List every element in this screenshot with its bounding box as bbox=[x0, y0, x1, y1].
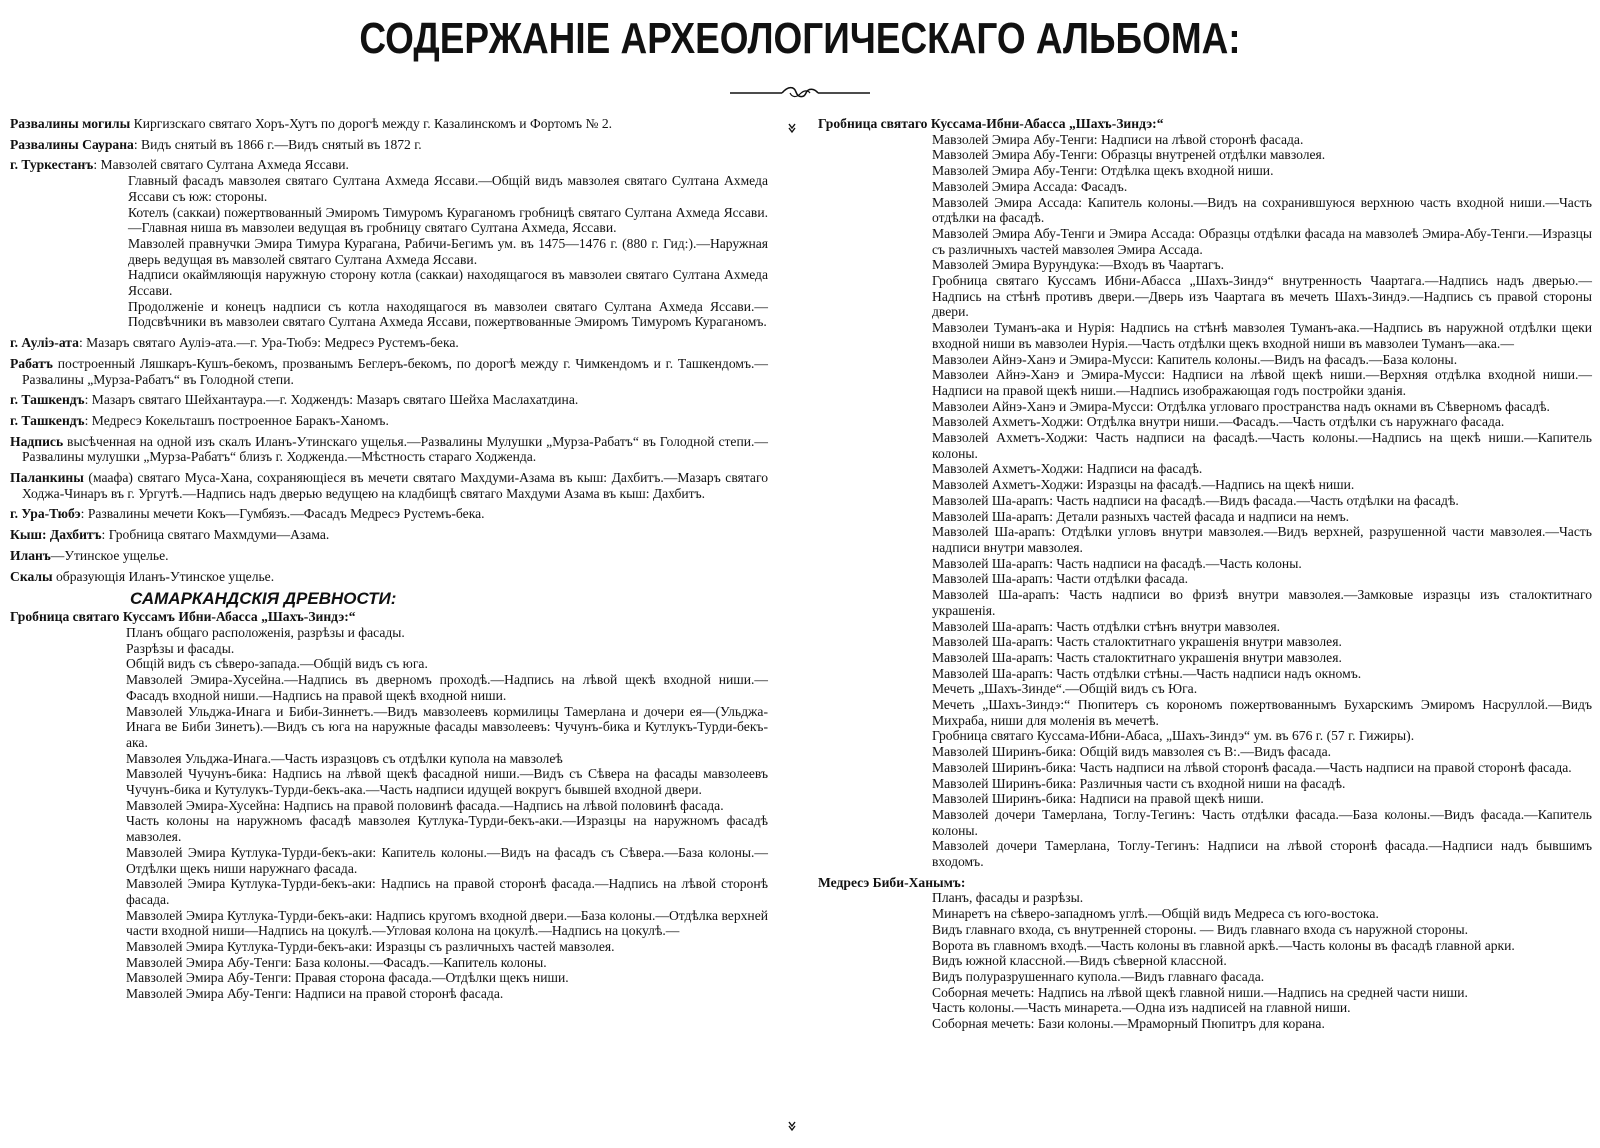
index-entry-heading bbox=[10, 506, 768, 522]
entry-text: Мавзолей Ша-арапъ: Часть сталоктитнаго украшенія внутри мавзолея. bbox=[932, 649, 1342, 665]
entry-text: Мавзолей Ульджа-Инага и Биби-Зиннетъ.—Видъ мавзолеевъ кормилицы Тамерлана и дочери ея—(Ульджа-Инага ве Биби Зинетъ).—Видъ съ юга на наружные фасады мавзолеевъ: Чучунъ-бика и Кутлукъ-Турди-бекъ-ака. bbox=[126, 703, 768, 750]
index-entry-heading bbox=[818, 116, 1592, 132]
entry-lead-term: Развалины Саурана bbox=[10, 136, 134, 152]
entry-text: высѣченная на одной изъ скалъ Иланъ-Утинскаго ущелья.—Развалины Мулушки „Мурза-Рабатъ“ въ Голодной степи.—Развалины мулушки „Мурза-Рабатъ“ близъ г. Ходженда.—Мѣстность стараго Ходженда. bbox=[22, 433, 768, 465]
index-entry bbox=[818, 320, 1592, 351]
entry-text: Мавзолей Ширинъ-бика: Общій видъ мавзолея съ В:.—Видъ фасада. bbox=[932, 744, 1332, 760]
index-entry bbox=[818, 666, 1592, 682]
entry-text: Мавзолеи Айнэ-Ханэ и Эмира-Мусси: Надписи на лѣвой щекѣ ниши.—Верхняя отдѣлка входной ниши.—Надписи на правой щекѣ ниши.—Надпись изображающая годъ постройки зданія. bbox=[932, 367, 1592, 398]
index-entry bbox=[10, 939, 768, 955]
entry-text: Мавзолеи Айнэ-Ханэ и Эмира-Мусси: Капитель колоны.—Видъ на фасадъ.—База колоны. bbox=[932, 351, 1458, 367]
index-entry bbox=[818, 728, 1592, 744]
index-entry bbox=[818, 414, 1592, 430]
entry-text: Мавзолей Эмира-Хусейна: Надпись на правой половинѣ фасада.—Надпись на лѣвой половинѣ фасада. bbox=[126, 797, 724, 813]
index-entry bbox=[818, 985, 1592, 1001]
index-entry bbox=[818, 807, 1592, 838]
entry-text: Мавзолей Ширинъ-бика: Различныя части съ входной ниши на фасадѣ. bbox=[932, 775, 1346, 791]
index-entry bbox=[818, 147, 1592, 163]
index-entry bbox=[818, 163, 1592, 179]
index-entry bbox=[818, 681, 1592, 697]
index-entry bbox=[818, 697, 1592, 728]
index-entry bbox=[818, 938, 1592, 954]
entry-text: Мавзолей Ша-арапъ: Часть надписи во фризѣ внутри мавзолея.—Замковые изразцы изъ сталоктитнаго украшенія. bbox=[932, 587, 1592, 618]
index-entry-heading bbox=[10, 413, 768, 429]
index-entry-heading bbox=[10, 527, 768, 543]
index-entry bbox=[818, 838, 1592, 869]
index-entry bbox=[818, 634, 1592, 650]
index-entry-heading bbox=[10, 434, 768, 465]
entry-text: Разрѣзы и фасады. bbox=[126, 640, 235, 656]
entry-text: : Мавзолей святаго Султана Ахмеда Яссави. bbox=[93, 157, 349, 173]
entry-text: Киргизскаго святаго Хоръ-Хутъ по дорогѣ между г. Казалинскомъ и Фортомъ № 2. bbox=[130, 116, 613, 131]
entry-text: : Медресэ Кокельташъ построенное Баракъ-Ханомъ. bbox=[84, 412, 389, 428]
entry-text: : Развалины мечети Кокъ—Гумбязъ.—Фасадъ Медресэ Рустемъ-бека. bbox=[80, 506, 485, 522]
entry-text: Мавзолея Ульджа-Инага.—Часть изразцовъ съ отдѣлки купола на мавзолеѣ bbox=[126, 750, 563, 766]
entry-text: Минаретъ на сѣверо-западномъ углѣ.—Общій видъ Медреса съ юго-востока. bbox=[932, 906, 1379, 922]
entry-text: Мавзолей дочери Тамерлана, Тоглу-Тегинъ: Часть отдѣлки фасада.—База колоны.—Видъ фасада.—Капитель колоны. bbox=[932, 806, 1592, 838]
index-entry bbox=[818, 477, 1592, 493]
index-entry bbox=[818, 556, 1592, 572]
entry-text: Планъ, фасады и разрѣзы. bbox=[932, 890, 1084, 906]
index-entry bbox=[818, 493, 1592, 509]
entry-lead-term: Рабатъ bbox=[10, 355, 53, 371]
index-entry bbox=[818, 953, 1592, 969]
index-entry bbox=[818, 1000, 1592, 1016]
entry-text: построенный Ляшкаръ-Кушъ-бекомъ, прозванымъ Беглеръ-бекомъ, по дорогѣ между г. Чимкендомъ и г. Ташкендомъ.—Развалины „Мурза-Рабатъ“ въ Голодной степи. bbox=[22, 355, 768, 387]
index-entry-heading bbox=[10, 116, 768, 132]
left-column bbox=[10, 116, 768, 1002]
entry-text: Мавзолей Ша-арапъ: Часть отдѣлки стѣны.—Часть надписи надъ окномъ. bbox=[932, 665, 1362, 681]
entry-lead-term: Гробница святаго Куссама-Ибни-Абасса „Шахъ-Зиндэ:“ bbox=[818, 116, 1164, 131]
index-entry bbox=[10, 236, 768, 267]
entry-text: Ворота въ главномъ входѣ.—Часть колоны въ главной аркѣ.—Часть колоны въ фасадѣ главной арки. bbox=[932, 937, 1515, 953]
entry-text: : Мазаръ святаго Ауліэ-ата.—г. Ура-Тюбэ: Медресэ Рустемъ-бека. bbox=[78, 335, 459, 351]
index-entry-heading bbox=[10, 392, 768, 408]
index-entry-heading bbox=[10, 137, 768, 153]
entry-text: Мавзолей Ахметъ-Ходжи: Часть надписи на фасадѣ.—Часть колоны.—Надпись на щекѣ ниши.—Капитель колоны. bbox=[932, 430, 1592, 461]
index-entry bbox=[818, 571, 1592, 587]
entry-text: Мавзолей Ахметъ-Ходжи: Изразцы на фасадѣ.—Надпись на щекѣ ниши. bbox=[932, 477, 1355, 493]
entry-text: —Утинское ущелье. bbox=[50, 547, 169, 563]
index-entry-heading bbox=[818, 875, 1592, 891]
entry-lead-term: Надпись bbox=[10, 433, 64, 449]
entry-text: Мавзолеи Туманъ-ака и Нурія: Надпись на стѣнѣ мавзолея Туманъ-ака.—Надпись въ наружной отдѣлки щеки входной ниши въ мавзолеи Нурія.—Часть отдѣлки щекъ входной ниши въ мавзолеи Туманъ—ака.— bbox=[932, 320, 1592, 351]
index-entry bbox=[818, 273, 1592, 320]
entry-text: Видъ полуразрушеннаго купола.—Видъ главнаго фасада. bbox=[932, 968, 1265, 984]
index-entry bbox=[818, 650, 1592, 666]
right-column bbox=[818, 116, 1592, 1032]
entry-text: Мавзолей Ша-арапъ: Отдѣлки угловъ внутри мавзолея.—Видъ верхней, разрушенной части мавзолея.—Часть надписи внутри мавзолея. bbox=[932, 524, 1592, 555]
entry-text: Мавзолей Эмира Кутлука-Турди-бекъ-аки: Капитель колоны.—Видъ на фасадъ съ Сѣвера.—База колоны.—Отдѣлки щекъ ниши наружнаго фасада. bbox=[126, 844, 768, 876]
entry-text: Гробница святаго Куссама-Ибни-Абаса, „Шахъ-Зиндэ“ ум. въ 676 г. (57 г. Гижиры). bbox=[932, 728, 1415, 744]
entry-text: Мавзолей Эмира Кутлука-Турди-бекъ-аки: Надпись кругомъ входной двери.—База колоны.—Отдѣлка верхней части входной ниши—Надпись на цокулѣ.—Угловая колона на цокулѣ.—Надпись на цокулѣ.— bbox=[126, 907, 768, 939]
index-entry bbox=[10, 299, 768, 330]
entry-text: Мавзолеи Айнэ-Ханэ и Эмира-Мусси: Отдѣлка угловаго пространства надъ окнами въ Сѣверномъ фасадѣ. bbox=[932, 398, 1550, 414]
entry-text: Мавзолей Эмира Кутлука-Турди-бекъ-аки: Изразцы съ различныхъ частей мавзолея. bbox=[126, 939, 615, 955]
index-entry bbox=[10, 267, 768, 298]
entry-text: : Мазаръ святаго Шейхантаура.—г. Ходжендъ: Мазаръ святаго Шейха Маслахатдина. bbox=[84, 392, 579, 408]
index-entry bbox=[818, 399, 1592, 415]
entry-text: Мавзолей Ша-арапъ: Часть сталоктитнаго украшенія внутри мавзолея. bbox=[932, 634, 1342, 650]
page-title: СОДЕРЖАНІЕ АРХЕОЛОГИЧЕСКАГО АЛЬБОМА: bbox=[359, 14, 1241, 63]
index-entry bbox=[818, 1016, 1592, 1032]
index-entry-heading bbox=[10, 335, 768, 351]
entry-text: Мавзолей Ша-арапъ: Часть надписи на фасадѣ.—Часть колоны. bbox=[932, 555, 1302, 571]
entry-text: Мавзолей Ширинъ-бика: Надписи на правой щекѣ ниши. bbox=[932, 791, 1264, 807]
entry-lead-term: Медресэ Биби-Ханымъ: bbox=[818, 874, 966, 890]
entry-text: Мавзолей Эмира Абу-Тенги: Образцы внутреней отдѣлки мавзолея. bbox=[932, 147, 1326, 163]
index-entry bbox=[10, 766, 768, 797]
index-entry bbox=[818, 791, 1592, 807]
index-entry bbox=[818, 179, 1592, 195]
entry-text: Мавзолей правнучки Эмира Тимура Курагана, Рабичи-Бегимъ ум. въ 1475—1476 г. (880 г. Гид:).—Наружная дверь ведущая въ мавзолей святаго Султана Ахмеда Яссави. bbox=[128, 235, 768, 267]
entry-text: Мавзолей Ша-арапъ: Часть надписи на фасадѣ.—Видъ фасада.—Часть отдѣлки на фасадѣ. bbox=[932, 492, 1459, 508]
entry-text: Видъ главнаго входа, съ внутренней стороны. — Видъ главнаго входа съ наружной стороны. bbox=[932, 921, 1469, 937]
index-entry bbox=[818, 619, 1592, 635]
index-entry bbox=[818, 132, 1592, 148]
entry-text: Мавзолей Эмира Кутлука-Турди-бекъ-аки: Надпись на правой сторонѣ фасада.—Надпись на лѣвой сторонѣ фасада. bbox=[126, 876, 768, 907]
index-entry bbox=[10, 955, 768, 971]
entry-text: Соборная мечеть: Надпись на лѣвой щекѣ главной ниши.—Надпись на средней части ниши. bbox=[932, 984, 1468, 1000]
entry-lead-term: г. Ура-Тюбэ bbox=[10, 506, 81, 522]
entry-text: образующія Иланъ-Утинское ущелье. bbox=[52, 568, 275, 584]
entry-lead-term: Кыш: Дахбитъ bbox=[10, 527, 102, 543]
entry-text: Надписи окаймляющія наружную сторону котла (саккаи) находящагося въ мавзолеи святаго Султана Ахмеда Яссави. bbox=[128, 267, 768, 299]
index-entry bbox=[10, 751, 768, 767]
entry-text: Мавзолей Эмира Абу-Тенги: Отдѣлка щекъ входной ниши. bbox=[932, 163, 1274, 179]
entry-text: Мавзолей Ахметъ-Ходжи: Надписи на фасадѣ. bbox=[932, 461, 1203, 477]
column-divider bbox=[788, 122, 796, 1132]
entry-lead-term: г. Ауліэ-ата bbox=[10, 335, 79, 351]
index-entry bbox=[818, 352, 1592, 368]
section-heading: САМАРКАНДСКІЯ ДРЕВНОСТИ: bbox=[130, 589, 397, 609]
index-entry bbox=[10, 908, 768, 939]
index-entry bbox=[10, 704, 768, 751]
entry-text: Видъ южной классной.—Видъ сѣверной классной. bbox=[932, 953, 1227, 969]
entry-text: Часть колоны на наружномъ фасадѣ мавзолея Кутлука-Турди-бекъ-аки.—Изразцы на наружномъ фасадѣ мавзолея. bbox=[126, 813, 768, 845]
index-entry bbox=[10, 205, 768, 236]
index-entry bbox=[10, 813, 768, 844]
entry-text: Мавзолей Ша-арапъ: Часть отдѣлки стѣнъ внутри мавзолея. bbox=[932, 618, 1281, 634]
index-entry bbox=[818, 587, 1592, 618]
index-entry bbox=[818, 461, 1592, 477]
index-entry bbox=[10, 970, 768, 986]
index-entry bbox=[10, 656, 768, 672]
index-entry bbox=[10, 672, 768, 703]
index-entry bbox=[818, 257, 1592, 273]
index-entry-heading bbox=[10, 569, 768, 585]
entry-text: Часть колоны.—Часть минарета.—Одна изъ надписей на главной ниши. bbox=[932, 1000, 1351, 1016]
index-entry bbox=[818, 744, 1592, 760]
entry-text: Мавзолей Эмира Абу-Тенги и Эмира Ассада: Образцы отдѣлки фасада на мавзолеѣ Эмира-Абу-Тенги.—Изразцы съ различныхъ частей мавзолея Эмира Ассада. bbox=[932, 225, 1592, 257]
index-entry bbox=[818, 922, 1592, 938]
index-entry bbox=[818, 430, 1592, 461]
entry-text: Продолженіе и конецъ надписи съ котла находящагося въ мавзолеи святаго Султана Ахмеда Яссави.—Подсвѣчники въ мавзолеи святаго Султана Ахмеда Яссави, пожертвованные Эмиромъ Тимуромъ Кураганомъ. bbox=[128, 298, 768, 330]
entry-text: Мавзолей Эмира Абу-Тенги: Правая сторона фасада.—Отдѣлки щекъ ниши. bbox=[126, 970, 569, 986]
index-entry bbox=[818, 524, 1592, 555]
index-entry bbox=[818, 760, 1592, 776]
entry-text: Мавзолей Ширинъ-бика: Часть надписи на лѣвой сторонѣ фасада.—Часть надписи на правой сторонѣ фасада. bbox=[932, 759, 1572, 775]
entry-text: Мавзолей дочери Тамерлана, Тоглу-Тегинъ: Надписи на лѣвой сторонѣ фасада.—Надписи надъ бывшимъ входомъ. bbox=[932, 838, 1592, 870]
index-entry bbox=[10, 625, 768, 641]
entry-lead-term: г. Ташкендъ bbox=[10, 412, 85, 428]
entry-text: Мавзолей Эмира Ассада: Фасадъ. bbox=[932, 178, 1128, 194]
entry-text: Мечеть „Шахъ-Зинде“.—Общій видъ съ Юга. bbox=[932, 681, 1198, 697]
entry-text: Мавзолей Эмира Абу-Тенги: Надписи на правой сторонѣ фасада. bbox=[126, 986, 504, 1002]
entry-text: Мавзолей Эмира-Хусейна.—Надпись въ дверномъ проходѣ.—Надпись на лѣвой щекѣ входной ниши.—Фасадъ входной ниши.—Надпись на правой щекѣ входной ниши. bbox=[126, 672, 768, 703]
index-entry-heading bbox=[10, 356, 768, 387]
entry-lead-term: г. Ташкендъ bbox=[10, 392, 85, 408]
entry-text: Главный фасадъ мавзолея святаго Султана Ахмеда Яссави.—Общій видъ мавзолея святаго Султана Ахмеда Яссави съ юж: стороны. bbox=[128, 173, 768, 204]
index-entry bbox=[10, 986, 768, 1002]
index-entry-heading bbox=[10, 548, 768, 564]
entry-lead-term: Паланкины bbox=[10, 470, 84, 486]
index-entry bbox=[818, 195, 1592, 226]
entry-text: : Гробница святаго Махмдуми—Азама. bbox=[101, 527, 330, 543]
entry-lead-term: Скалы bbox=[10, 568, 53, 584]
entry-text: Планъ общаго расположенія, разрѣзы и фасады. bbox=[126, 624, 405, 640]
entry-text: Мавзолей Эмира Абу-Тенги: База колоны.—Фасадъ.—Капитель колоны. bbox=[126, 954, 547, 970]
index-entry-heading bbox=[10, 609, 768, 625]
entry-text: Мавзолей Эмира Ассада: Капитель колоны.—Видъ на сохранившуюся верхнюю часть входной ниши.—Часть отдѣлки на фасадѣ. bbox=[932, 194, 1592, 226]
index-entry bbox=[818, 890, 1592, 906]
ornament-divider-icon bbox=[730, 83, 870, 103]
index-entry-heading bbox=[10, 157, 768, 173]
index-entry bbox=[818, 906, 1592, 922]
entry-lead-term: г. Туркестанъ bbox=[10, 157, 94, 173]
index-entry bbox=[10, 845, 768, 876]
entry-text: Мечеть „Шахъ-Зиндэ:“ Пюпитеръ съ корономъ пожертвованнымъ Бухарскимъ Эмиромъ Насруллой.—Видъ Михраба, ниши для моленія въ мечетѣ. bbox=[932, 697, 1592, 728]
entry-text: Общій видъ съ сѣверо-запада.—Общій видъ съ юга. bbox=[126, 656, 428, 672]
entry-text: Соборная мечеть: Бази колоны.—Мраморный Пюпитръ для корана. bbox=[932, 1016, 1325, 1032]
index-entry bbox=[10, 641, 768, 657]
index-entry bbox=[818, 226, 1592, 257]
index-entry bbox=[818, 776, 1592, 792]
index-entry bbox=[818, 367, 1592, 398]
entry-text: : Видъ снятый въ 1866 г.—Видъ снятый въ 1872 г. bbox=[133, 136, 422, 152]
entry-lead-term: Иланъ bbox=[10, 547, 51, 563]
entry-text: Мавзолей Чучунъ-бика: Надпись на лѣвой щекѣ фасадной ниши.—Видъ съ Сѣвера на фасады мавзолеевъ Чучунъ-бика и Кутулукъ-Турди-бекъ-ака.—Часть надписи идущей вокругъ бывшей входной двери. bbox=[126, 766, 768, 798]
entry-lead-term: Гробница святаго Куссамъ Ибни-Абасса „Шахъ-Зиндэ:“ bbox=[10, 609, 356, 625]
entry-text: Котелъ (саккаи) пожертвованный Эмиромъ Тимуромъ Кураганомъ гробницѣ святаго Султана Ахмеда Яссави.—Главная ниша въ мавзолеи ведущая въ гробницу святаго Султана Ахмеда, Яссави. bbox=[128, 204, 768, 236]
index-entry bbox=[10, 173, 768, 204]
entry-lead-term: Развалины могилы bbox=[10, 116, 131, 131]
entry-text: Гробница святаго Куссамъ Ибни-Абасса „Шахъ-Зиндэ“ внутренность Чаартага.—Надпись надъ дверью.—Надпись на стѣнѣ противъ двери.—Дверь изъ Чаартага въ мечеть Шахъ-Зиндэ.—Надпись съ правой стороны двери. bbox=[932, 273, 1592, 320]
entry-text: (маафа) святаго Муса-Хана, сохраняющіеся въ мечети святаго Махдуми-Азама въ кыш: Дахбитъ.—Мазаръ святаго Ходжа-Чинаръ въ г. Ургутѣ.—Надпись надъ дверью ведущею на кладбищѣ святаго Махдуми Азама въ кыш: Дахбитъ. bbox=[22, 470, 768, 501]
entry-text: Мавзолей Ша-арапъ: Детали разныхъ частей фасада и надписи на немъ. bbox=[932, 508, 1350, 524]
entry-text: Мавзолей Эмира Абу-Тенги: Надписи на лѣвой сторонѣ фасада. bbox=[932, 131, 1304, 147]
index-entry bbox=[10, 798, 768, 814]
index-entry bbox=[10, 876, 768, 907]
entry-text: Мавзолей Эмира Вурундука:—Входъ въ Чаартагъ. bbox=[932, 257, 1224, 273]
entry-text: Мавзолей Ша-арапъ: Части отдѣлки фасада. bbox=[932, 571, 1189, 587]
entry-text: Мавзолей Ахметъ-Ходжи: Отдѣлка внутри ниши.—Фасадъ.—Часть отдѣлки съ наружнаго фасада. bbox=[932, 414, 1505, 430]
index-entry bbox=[818, 969, 1592, 985]
index-entry bbox=[818, 509, 1592, 525]
index-entry-heading bbox=[10, 470, 768, 501]
